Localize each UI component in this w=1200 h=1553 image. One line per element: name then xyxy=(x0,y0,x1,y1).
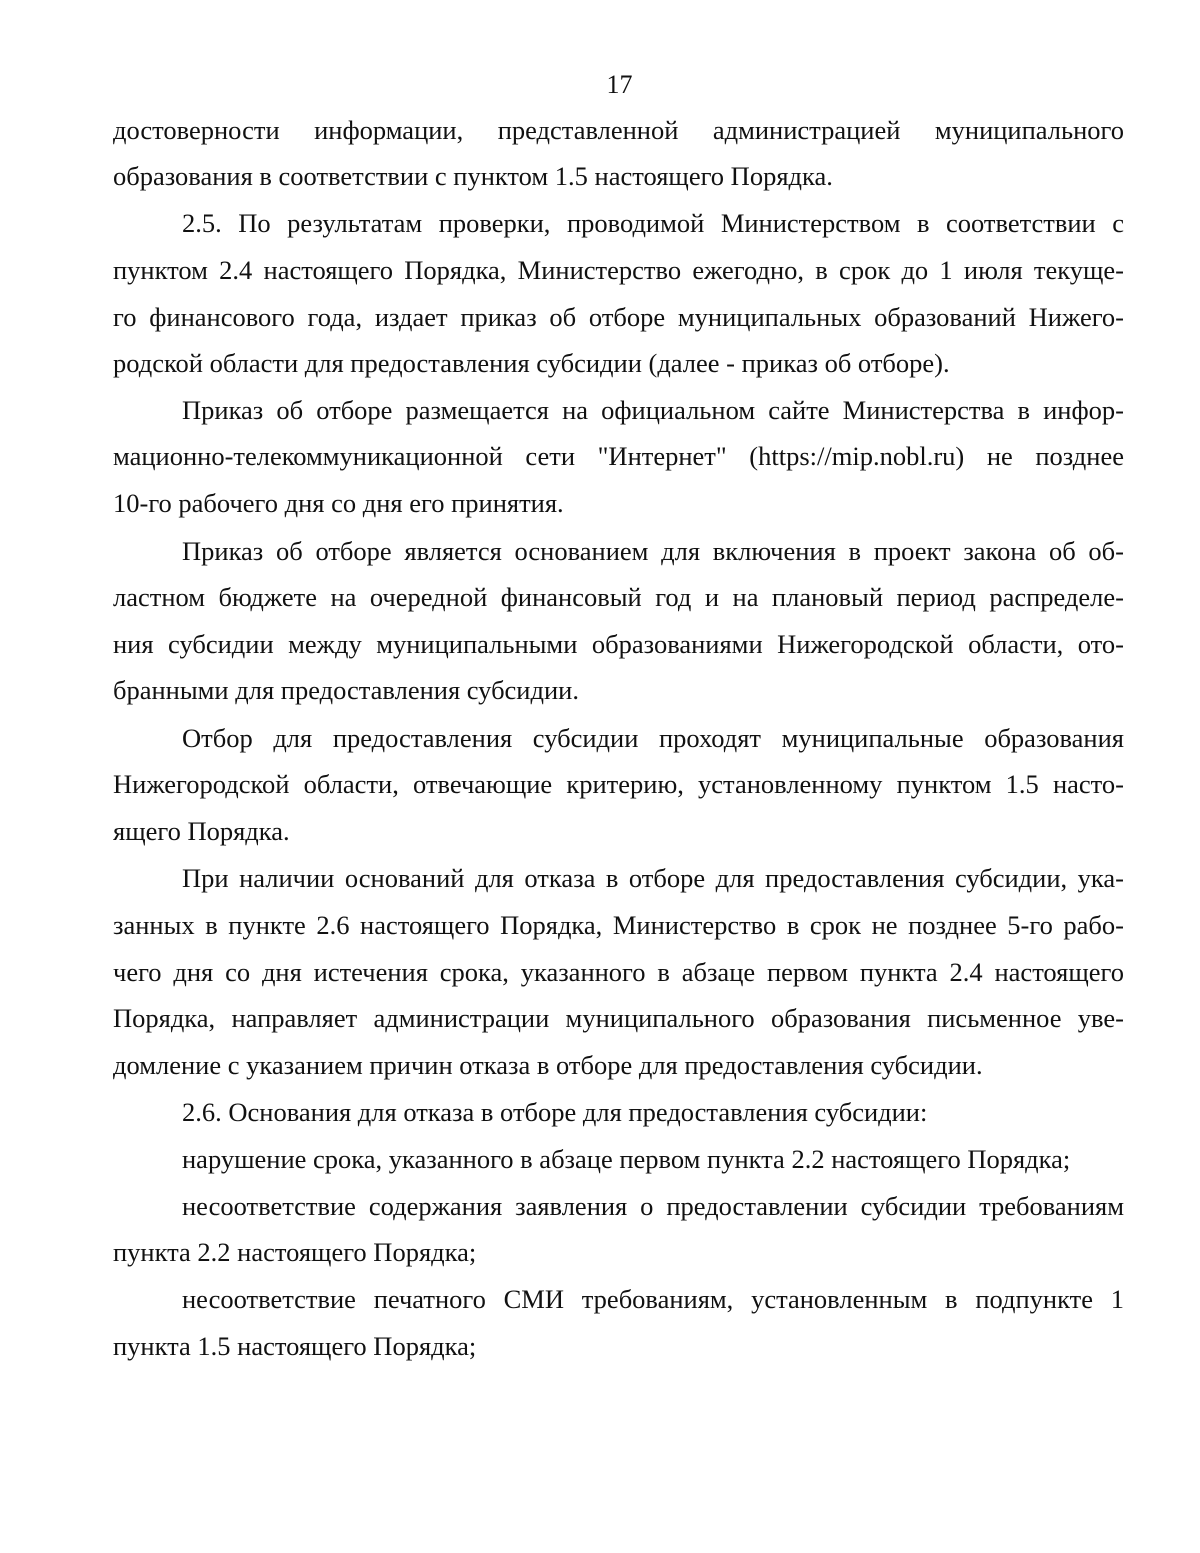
text-line: ластном бюджете на очередной финансовый год и на плановый период распределе- xyxy=(113,582,1124,612)
text-line: чего дня со дня истечения срока, указанного в абзаце первом пункта 2.4 настоящего xyxy=(113,957,1124,987)
text-line: Нижегородской области, отвечающие критерию, установленному пунктом 1.5 насто- xyxy=(113,769,1124,799)
text-line: мационно-телекоммуникационной сети "Интернет" (https://mip.nobl.ru) не позднее xyxy=(113,441,1124,471)
text-line: домление с указанием причин отказа в отборе для предоставления субсидии. xyxy=(113,1050,983,1080)
text-line: занных в пункте 2.6 настоящего Порядка, Министерство в срок не позднее 5-го рабо- xyxy=(113,910,1124,940)
text-line: ящего Порядка. xyxy=(113,816,290,846)
text-line: Приказ об отборе размещается на официальном сайте Министерства в инфор- xyxy=(182,395,1124,425)
text-line: бранными для предоставления субсидии. xyxy=(113,675,579,705)
text-line: Порядка, направляет администрации муниципального образования письменное уве- xyxy=(113,1003,1124,1033)
text-line: При наличии оснований для отказа в отборе для предоставления субсидии, ука- xyxy=(182,863,1124,893)
text-line: родской области для предоставления субсидии (далее - приказ об отборе). xyxy=(113,348,950,378)
text-line: нарушение срока, указанного в абзаце первом пункта 2.2 настоящего Порядка; xyxy=(182,1144,1071,1174)
text-line: ния субсидии между муниципальными образованиями Нижегородской области, ото- xyxy=(113,629,1124,659)
text-line: Отбор для предоставления субсидии проходят муниципальные образования xyxy=(182,723,1124,753)
text-line: пункта 2.2 настоящего Порядка; xyxy=(113,1237,477,1267)
text-line: 2.6. Основания для отказа в отборе для предоставления субсидии: xyxy=(182,1097,928,1127)
text-line: 2.5. По результатам проверки, проводимой Министерством в соответствии с xyxy=(182,208,1124,238)
text-line: образования в соответствии с пунктом 1.5 настоящего Порядка. xyxy=(113,161,833,191)
text-line: несоответствие содержания заявления о предоставлении субсидии требованиям xyxy=(182,1191,1124,1221)
text-line: пункта 1.5 настоящего Порядка; xyxy=(113,1331,477,1361)
text-line: го финансового года, издает приказ об отборе муниципальных образований Нижего- xyxy=(113,302,1124,332)
text-line: Приказ об отборе является основанием для включения в проект закона об об- xyxy=(182,536,1124,566)
text-line: 10-го рабочего дня со дня его принятия. xyxy=(113,488,564,518)
page-number: 17 xyxy=(606,70,633,99)
text-line: достоверности информации, представленной администрацией муниципального xyxy=(113,115,1124,145)
text-line: несоответствие печатного СМИ требованиям, установленным в подпункте 1 xyxy=(182,1284,1124,1314)
text-line: пунктом 2.4 настоящего Порядка, Министерство ежегодно, в срок до 1 июля текуще- xyxy=(113,255,1124,285)
